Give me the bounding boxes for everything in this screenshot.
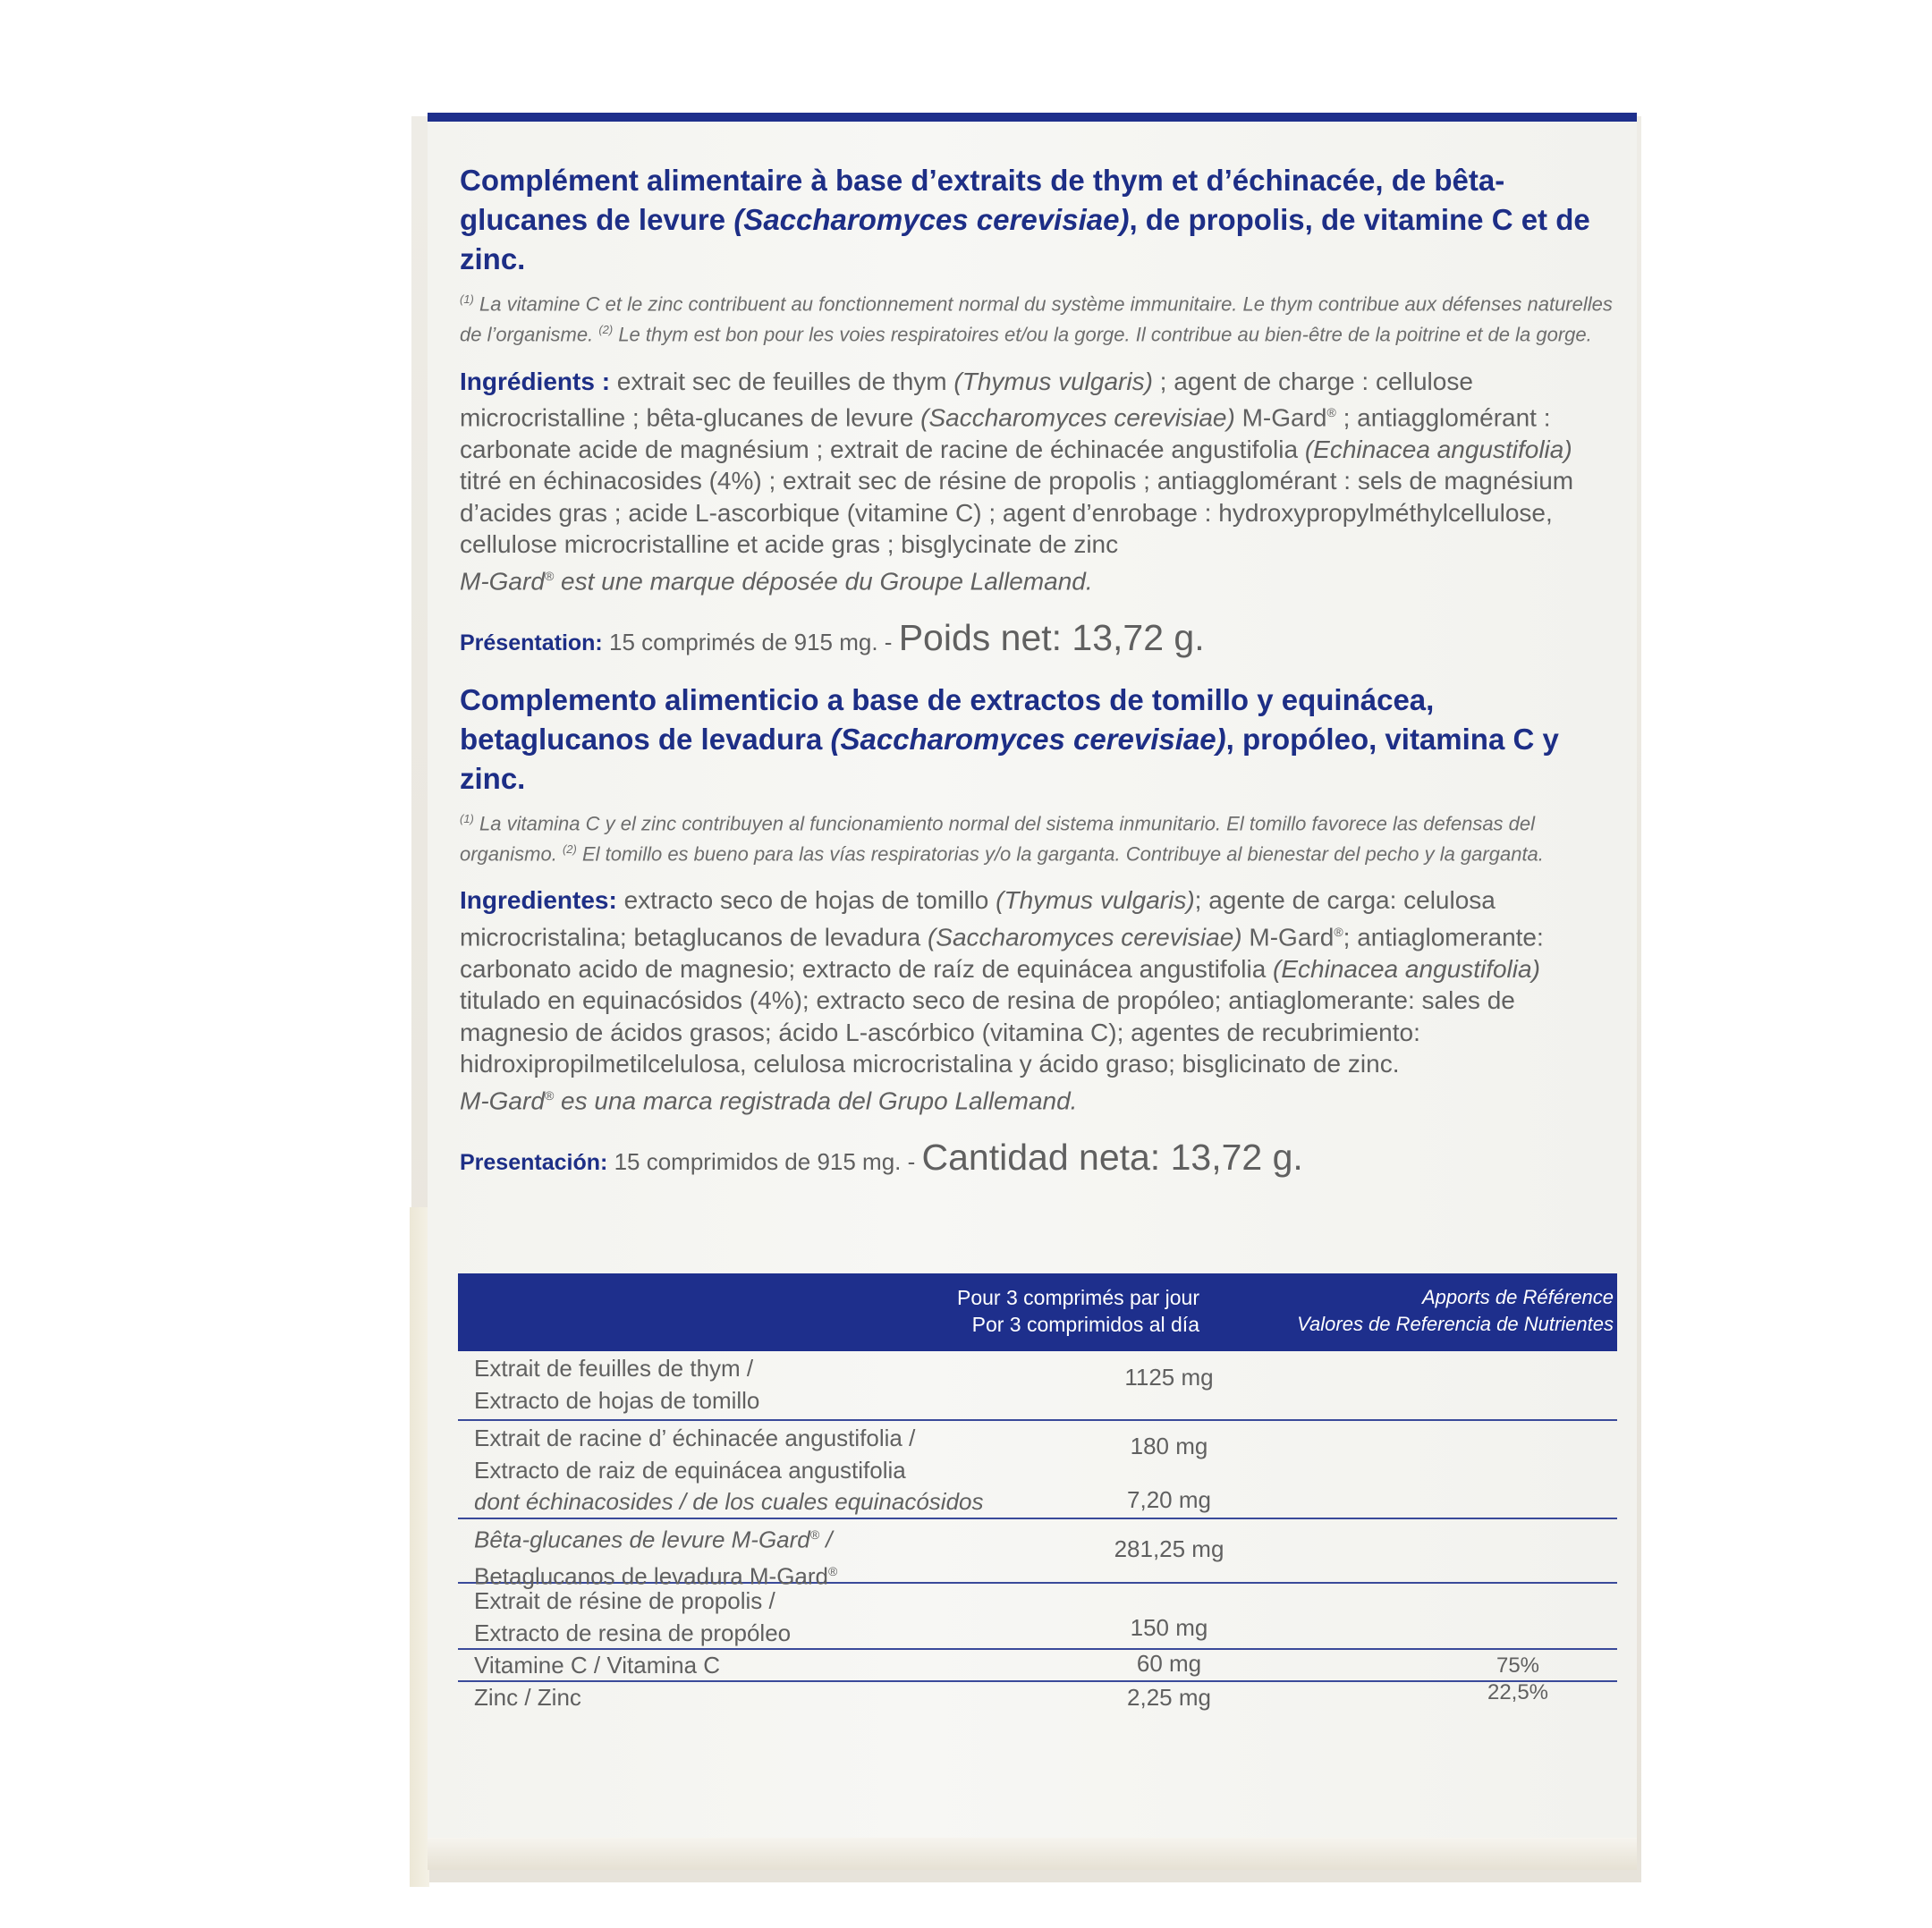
es-ingredients-label: Ingredientes: (460, 886, 617, 915)
header-reference-fr: Apports de Référence (1421, 1286, 1614, 1308)
row-name-es-text: Betaglucanos de levadura M-Gard (474, 1562, 829, 1590)
row-name (458, 1421, 1617, 1518)
row-name-fr (474, 1519, 1617, 1556)
fr-trademark (460, 561, 1614, 597)
row-reference: 75% (1496, 1653, 1540, 1678)
ingredient-text: ; agente de carga: celulosa microcristalina; betaglucanos de levadura (460, 886, 1496, 951)
fr-title-text-end: , de propolis, de vitamine C et de zinc. (460, 203, 1590, 275)
label-content (460, 161, 1614, 1200)
es-ingredients (460, 884, 1614, 1079)
row-name-fr: Extrait de feuilles de thym / (474, 1355, 754, 1382)
row-name (458, 1650, 1617, 1682)
row-amount: 150 mg (1130, 1614, 1208, 1641)
fr-title-text: Complément alimentaire à base d’extraits de thym et d’échinacée, de bêta-glucanes de levure (460, 164, 1505, 236)
trademark-text: est une marque déposée du Groupe Lallemand. (554, 567, 1093, 596)
es-presentation-label: Presentación: (460, 1149, 608, 1175)
row-name-fr: Extrait de racine d’ échinacée angustifolia / (474, 1425, 916, 1451)
fr-presentation-label: Présentation: (460, 630, 603, 655)
row-name-fr: Extrait de résine de propolis / (474, 1587, 775, 1614)
box-bottom-flap (428, 1838, 1637, 1870)
row-name-fr: Vitamine C / Vitamina C (474, 1652, 721, 1679)
table-row (458, 1682, 1617, 1712)
ingredient-text: titré en échinacosides (4%) ; extrait sec de résine de propolis ; antiagglomérant : sels de magnésium d’acides gras ; acide L-ascorbique (vitamine C) ; agent d’enrobage : hydroxypropylméthylcellulose, cellulose microcristalline et acide gras ; bisglycinate de zinc (460, 467, 1574, 559)
row-name-es: Extracto de resina de propóleo (474, 1619, 792, 1646)
row-amount: 60 mg (1136, 1650, 1202, 1677)
trademark-text: es una marca registrada del Grupo Lallemand. (554, 1087, 1078, 1115)
row-amount: 2,25 mg (1127, 1684, 1211, 1711)
registered-mark: ® (809, 1527, 820, 1542)
footnote-mark: (2) (598, 323, 614, 337)
ingredient-latin: (Echinacea angustifolia) (1304, 435, 1572, 463)
ingredient-text: ; agent de charge : cellulose microcristalline ; bêta-glucanes de levure (460, 367, 1473, 432)
table-row (458, 1584, 1617, 1650)
row-name-es: Extracto de hojas de tomillo (474, 1386, 760, 1414)
registered-mark: ® (544, 1087, 555, 1103)
ingredient-latin: (Thymus vulgaris) (953, 367, 1153, 395)
header-reference-es: Valores de Referencia de Nutrientes (1297, 1313, 1614, 1335)
registered-mark: ® (544, 568, 555, 583)
es-title-latin: (Saccharomyces cerevisiae) (830, 722, 1226, 756)
ingredient-latin: (Saccharomyces cerevisiae) (920, 403, 1235, 432)
header-dose-es: Por 3 comprimidos al día (971, 1313, 1199, 1336)
ingredient-latin: (Saccharomyces cerevisiae) (927, 923, 1242, 951)
fr-ingredients-label: Ingrédients : (460, 367, 611, 395)
trademark-name: M-Gard (460, 567, 545, 596)
fr-note-text-1: La vitamine C et le zinc contribuent au fonctionnement normal du système immunitaire. Le thym contribue aux défenses naturelles de l’organisme. (460, 292, 1613, 346)
row-amount: 180 mg (1130, 1433, 1208, 1459)
row-subname: dont échinacosides / de los cuales equinacósidos (474, 1488, 984, 1515)
box-side-edge (410, 1207, 429, 1887)
header-dose (957, 1284, 1199, 1338)
es-note-text-1: La vitamina C y el zinc contribuyen al funcionamiento normal del sistema inmunitario. El tomillo favorece las defensas del organismo. (460, 812, 1536, 866)
fr-ingredients (460, 366, 1614, 561)
es-note-text-2: El tomillo es bueno para las vías respiratorias y/o la garganta. Contribuye al bienestar del pecho y la garganta. (576, 842, 1544, 866)
es-net-weight: Cantidad neta: 13,72 g. (921, 1136, 1303, 1178)
trademark-name: M-Gard (460, 1087, 545, 1115)
fr-presentation (460, 617, 1614, 659)
footnote-mark: (1) (460, 292, 474, 306)
ingredient-text: titulado en equinacósidos (4%); extracto seco de resina de propóleo; antiaglomerante: sales de magnesio de ácidos grasos; ácido L-ascórbico (vitamina C); agentes de recubrimiento: hidroxipropilmetilcelulosa, celulosa microcristalina y ácido graso; bisglicinato de zinc. (460, 986, 1515, 1078)
registered-mark: ® (828, 1564, 838, 1579)
row-name-es: Extracto de raiz de equinácea angustifolia (474, 1456, 906, 1484)
ingredient-text: extracto seco de hojas de tomillo (616, 886, 996, 915)
es-title (460, 681, 1614, 799)
table-row (458, 1351, 1617, 1421)
ingredient-text: extrait sec de feuilles de thym (610, 367, 954, 395)
row-amount: 281,25 mg (1114, 1535, 1224, 1562)
row-name (458, 1519, 1617, 1593)
header-reference (1297, 1284, 1614, 1338)
registered-mark: ® (1334, 924, 1343, 939)
row-reference: 22,5% (1487, 1680, 1549, 1704)
row-name (458, 1682, 1617, 1714)
es-title-text-end: , propóleo, vitamina C y zinc. (460, 722, 1559, 795)
footnote-mark: (2) (562, 842, 577, 857)
es-note (460, 806, 1614, 867)
fr-presentation-text: 15 comprimés de 915 mg. - (602, 628, 899, 655)
ingredient-latin: (Thymus vulgaris) (996, 886, 1195, 915)
nutrition-table (458, 1273, 1617, 1712)
table-row (458, 1421, 1617, 1519)
registered-mark: ® (1326, 405, 1336, 420)
row-amount: 1125 mg (1124, 1364, 1214, 1391)
row-name-fr-suffix: / (819, 1526, 833, 1553)
es-presentation-text: 15 comprimidos de 915 mg. - (607, 1147, 922, 1175)
row-name (458, 1584, 1617, 1649)
ingredient-text: ; antiagglomérant : carbonate acide de magnésium ; extrait de racine de échinacée angustifolia (460, 403, 1551, 463)
fr-note (460, 286, 1614, 348)
row-name-fr: Zinc / Zinc (474, 1684, 581, 1711)
ingredient-text: M-Gard (1241, 923, 1335, 951)
ingredient-text: ; antiaglomerante: carbonato acido de magnesio; extracto de raíz de equinácea angustifolia (460, 923, 1544, 983)
row-name (458, 1351, 1617, 1416)
row-sub-amount: 7,20 mg (1127, 1486, 1211, 1513)
es-presentation (460, 1137, 1614, 1179)
table-row (458, 1519, 1617, 1590)
fr-title (460, 161, 1614, 279)
ingredient-latin: (Echinacea angustifolia) (1273, 954, 1540, 983)
table-header (458, 1273, 1617, 1351)
fr-title-latin: (Saccharomyces cerevisiae) (733, 203, 1130, 236)
table-row (458, 1650, 1617, 1682)
fr-note-text-2: Le thym est bon pour les voies respiratoires et/ou la gorge. Il contribue au bien-être de la poitrine et de la gorge. (613, 323, 1592, 346)
fr-net-weight: Poids net: 13,72 g. (898, 616, 1205, 658)
row-name-fr-text: Bêta-glucanes de levure M-Gard (474, 1526, 810, 1553)
ingredient-text: M-Gard (1234, 403, 1327, 432)
es-title-text: Complemento alimenticio a base de extractos de tomillo y equinácea, betaglucanos de levadura (460, 682, 1435, 756)
footnote-mark: (1) (460, 811, 474, 825)
header-dose-fr: Pour 3 comprimés par jour (957, 1286, 1199, 1309)
es-trademark (460, 1080, 1614, 1117)
